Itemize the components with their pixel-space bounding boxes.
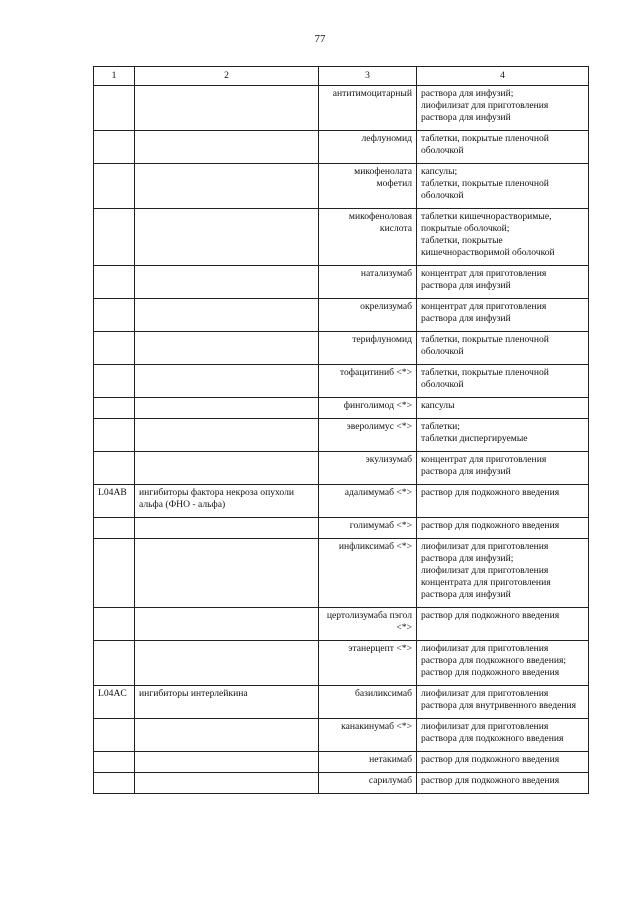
table-row [94, 419, 589, 452]
group-name-cell [135, 398, 319, 419]
table-row [94, 365, 589, 398]
atc-code-cell [94, 719, 135, 752]
atc-code-cell [94, 209, 135, 266]
column-header-3: 3 [319, 67, 417, 86]
drug-name-cell: сарилумаб [319, 773, 417, 794]
table-row [94, 299, 589, 332]
atc-code-cell [94, 518, 135, 539]
group-name-cell [135, 719, 319, 752]
drug-name-cell: натализумаб [319, 266, 417, 299]
group-name-cell: ингибиторы интерлейкина [135, 686, 319, 719]
table-row [94, 86, 589, 131]
dosage-forms-cell: раствор для подкожного введения [417, 518, 589, 539]
dosage-forms-cell: концентрат для приготовления раствора для инфузий [417, 266, 589, 299]
drug-name-cell: эверолимус <*> [319, 419, 417, 452]
atc-code-cell [94, 452, 135, 485]
drug-name-cell: антитимоцитарный [319, 86, 417, 131]
dosage-forms-cell: таблетки; таблетки диспергируемые [417, 419, 589, 452]
atc-code-cell [94, 419, 135, 452]
table-row [94, 452, 589, 485]
dosage-forms-cell: капсулы; таблетки, покрытые пленочной оболочкой [417, 164, 589, 209]
dosage-forms-cell: таблетки кишечнорастворимые, покрытые оболочкой; таблетки, покрытые кишечнорастворимой оболочкой [417, 209, 589, 266]
drug-name-cell: лефлуномид [319, 131, 417, 164]
group-name-cell [135, 419, 319, 452]
column-header-1: 1 [94, 67, 135, 86]
dosage-forms-cell: концентрат для приготовления раствора для инфузий [417, 452, 589, 485]
group-name-cell [135, 773, 319, 794]
column-header-2: 2 [135, 67, 319, 86]
drug-name-cell: окрелизумаб [319, 299, 417, 332]
dosage-forms-cell: таблетки, покрытые пленочной оболочкой [417, 332, 589, 365]
atc-code-cell [94, 266, 135, 299]
table-row [94, 266, 589, 299]
dosage-forms-cell: концентрат для приготовления раствора для инфузий [417, 299, 589, 332]
drug-name-cell: микофеноловая кислота [319, 209, 417, 266]
drug-name-cell: цертолизумаба пэгол <*> [319, 608, 417, 641]
dosage-forms-cell: раствора для инфузий; лиофилизат для приготовления раствора для инфузий [417, 86, 589, 131]
group-name-cell [135, 266, 319, 299]
atc-code-cell [94, 164, 135, 209]
group-name-cell [135, 131, 319, 164]
group-name-cell [135, 608, 319, 641]
group-name-cell [135, 752, 319, 773]
drug-name-cell: нетакимаб [319, 752, 417, 773]
drug-name-cell: голимумаб <*> [319, 518, 417, 539]
drug-name-cell: базиликсимаб [319, 686, 417, 719]
table-row [94, 131, 589, 164]
drug-name-cell: инфликсимаб <*> [319, 539, 417, 608]
table-row [94, 539, 589, 608]
atc-code-cell [94, 641, 135, 686]
drug-table [93, 66, 589, 794]
atc-code-cell: L04AC [94, 686, 135, 719]
table-row [94, 518, 589, 539]
atc-code-cell [94, 365, 135, 398]
group-name-cell [135, 452, 319, 485]
drug-name-cell: тофацитиниб <*> [319, 365, 417, 398]
dosage-forms-cell: лиофилизат для приготовления раствора для внутривенного введения [417, 686, 589, 719]
atc-code-cell [94, 608, 135, 641]
atc-code-cell [94, 332, 135, 365]
dosage-forms-cell: лиофилизат для приготовления раствора для подкожного введения [417, 719, 589, 752]
drug-name-cell: финголимод <*> [319, 398, 417, 419]
dosage-forms-cell: таблетки, покрытые пленочной оболочкой [417, 131, 589, 164]
group-name-cell [135, 299, 319, 332]
table-row [94, 209, 589, 266]
table-row [94, 641, 589, 686]
dosage-forms-cell: лиофилизат для приготовления раствора для подкожного введения; раствор для подкожного введения [417, 641, 589, 686]
table-row [94, 485, 589, 518]
table-header-row [94, 67, 589, 86]
atc-code-cell: L04AB [94, 485, 135, 518]
atc-code-cell [94, 299, 135, 332]
atc-code-cell [94, 398, 135, 419]
dosage-forms-cell: таблетки, покрытые пленочной оболочкой [417, 365, 589, 398]
group-name-cell [135, 209, 319, 266]
dosage-forms-cell: капсулы [417, 398, 589, 419]
table-row [94, 773, 589, 794]
table-row [94, 719, 589, 752]
drug-name-cell: экулизумаб [319, 452, 417, 485]
atc-code-cell [94, 539, 135, 608]
dosage-forms-cell: раствор для подкожного введения [417, 485, 589, 518]
drug-name-cell: терифлуномид [319, 332, 417, 365]
atc-code-cell [94, 86, 135, 131]
atc-code-cell [94, 773, 135, 794]
group-name-cell [135, 539, 319, 608]
table-row [94, 332, 589, 365]
page-number: 77 [314, 33, 326, 45]
drug-name-cell: адалимумаб <*> [319, 485, 417, 518]
group-name-cell [135, 365, 319, 398]
group-name-cell [135, 332, 319, 365]
group-name-cell [135, 164, 319, 209]
table-body [94, 86, 589, 794]
group-name-cell: ингибиторы фактора некроза опухоли альфа (ФНО - альфа) [135, 485, 319, 518]
drug-name-cell: этанерцепт <*> [319, 641, 417, 686]
drug-name-cell: микофенолата мофетил [319, 164, 417, 209]
table-row [94, 608, 589, 641]
dosage-forms-cell: раствор для подкожного введения [417, 752, 589, 773]
group-name-cell [135, 518, 319, 539]
group-name-cell [135, 641, 319, 686]
drug-name-cell: канакинумаб <*> [319, 719, 417, 752]
table-row [94, 686, 589, 719]
atc-code-cell [94, 131, 135, 164]
dosage-forms-cell: раствор для подкожного введения [417, 773, 589, 794]
table-row [94, 398, 589, 419]
table-row [94, 752, 589, 773]
column-header-4: 4 [417, 67, 589, 86]
dosage-forms-cell: лиофилизат для приготовления раствора для инфузий; лиофилизат для приготовления концентрата для приготовления раствора для инфузий [417, 539, 589, 608]
group-name-cell [135, 86, 319, 131]
dosage-forms-cell: раствор для подкожного введения [417, 608, 589, 641]
atc-code-cell [94, 752, 135, 773]
table-row [94, 164, 589, 209]
